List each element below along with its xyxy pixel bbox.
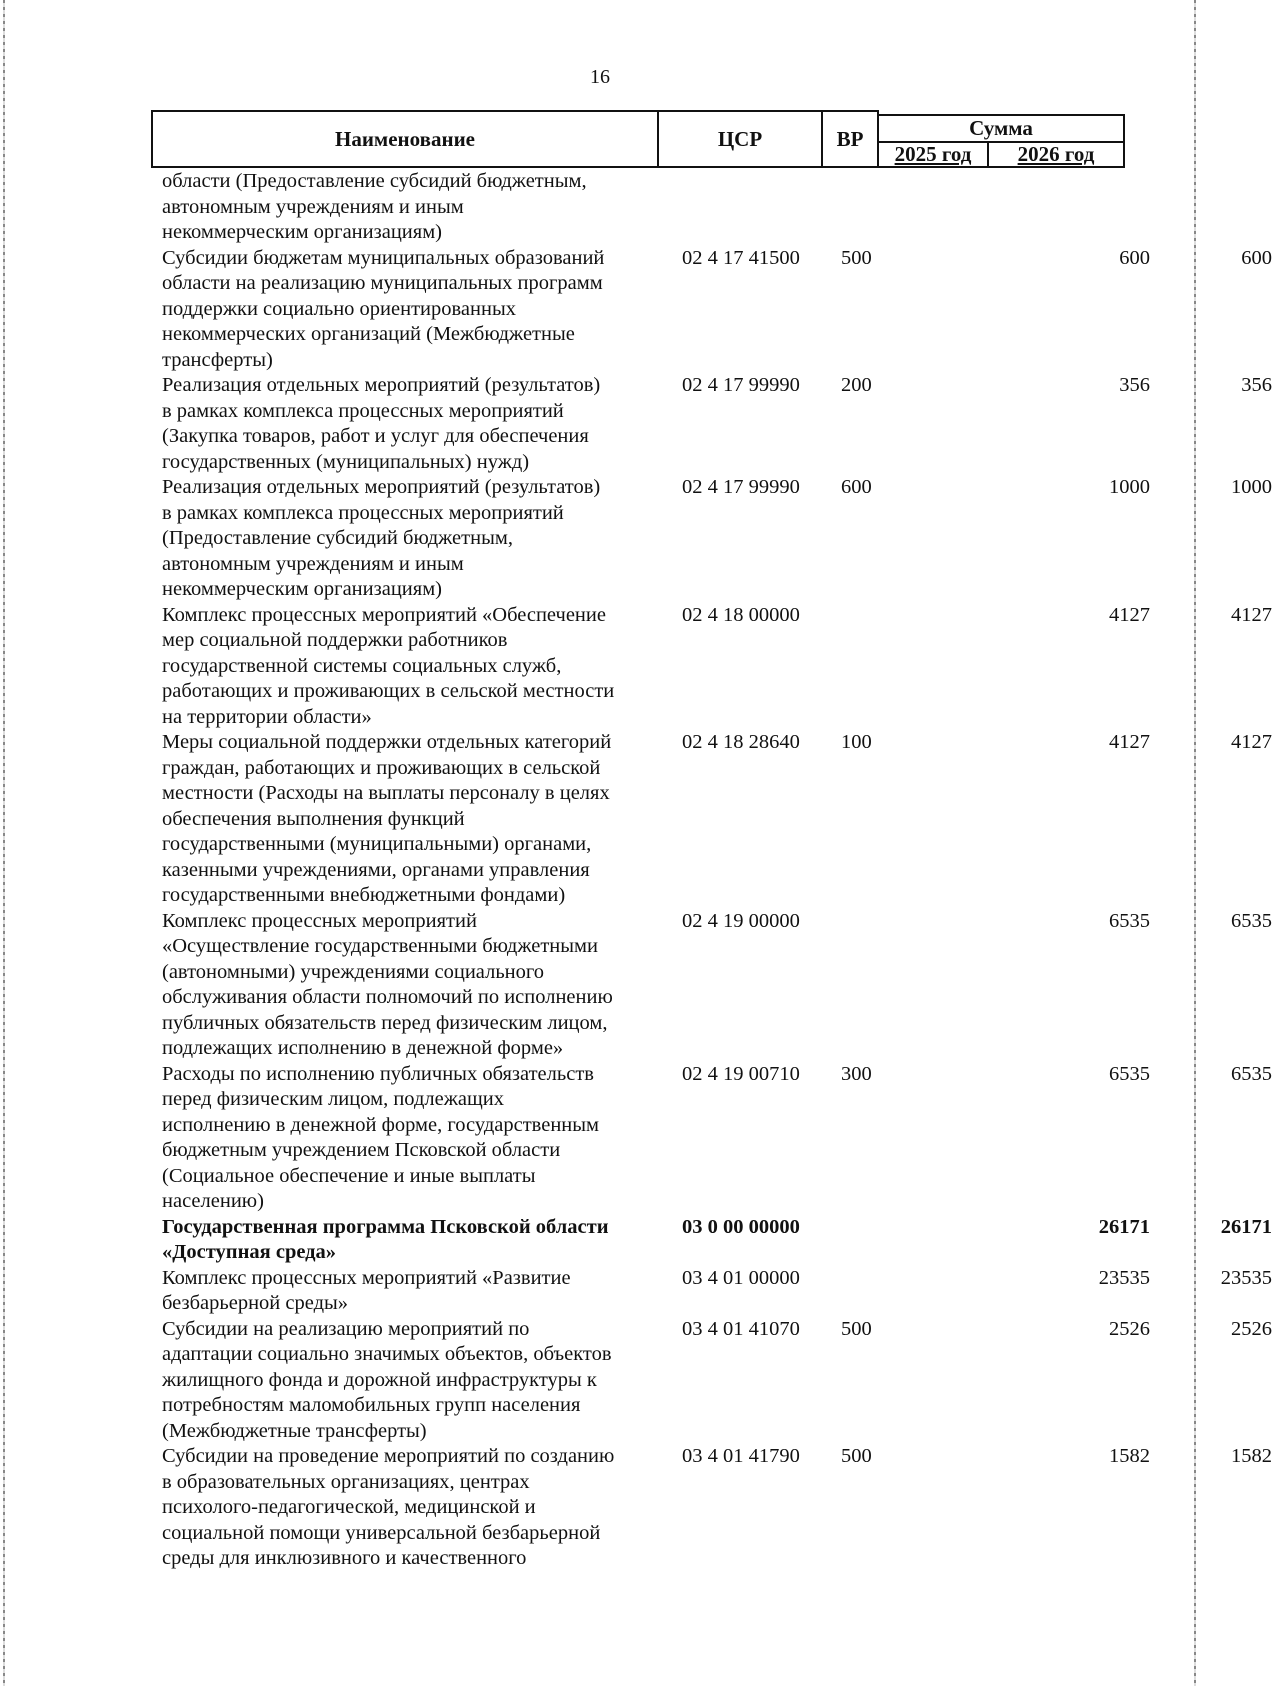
row-name-line: на территории области»	[162, 705, 372, 728]
row-name-line: Субсидии бюджетам муниципальных образований	[162, 246, 605, 269]
row-name-line: (Межбюджетные трансферты)	[162, 1419, 427, 1442]
row-name-line: Реализация отдельных мероприятий (результатов)	[162, 374, 601, 396]
row-name-line: Комплекс процессных мероприятий «Развитие	[162, 1266, 571, 1289]
row-name-line: государственной системы социальных служб,	[162, 654, 562, 677]
header-year-2026: 2026 год	[987, 141, 1125, 168]
row-sum-2026: 4127	[1231, 603, 1272, 626]
row-name-line: Расходы по исполнению публичных обязательств	[162, 1062, 594, 1085]
row-name-line: жилищного фонда и дорожной инфраструктуры к	[162, 1368, 597, 1391]
row-name-line: (Закупка товаров, работ и услуг для обеспечения	[162, 425, 589, 447]
row-vr: 500	[841, 1317, 872, 1340]
table-row	[162, 169, 1122, 246]
row-sum-2025: 26171	[1098, 1215, 1150, 1238]
scan-edge-left	[3, 0, 5, 1686]
table-row	[162, 1444, 1272, 1572]
row-name-line: подлежащих исполнению в денежной форме»	[162, 1037, 564, 1059]
header-year-2025: 2025 год	[877, 141, 989, 168]
row-csr: 02 4 18 00000	[682, 603, 800, 626]
row-name-line: Субсидии на реализацию мероприятий по	[162, 1317, 530, 1340]
row-csr: 03 4 01 41070	[682, 1317, 800, 1340]
row-csr: 02 4 19 00710	[682, 1062, 800, 1085]
row-sum-2026: 2526	[1231, 1317, 1272, 1340]
row-sum-2025: 1582	[1109, 1445, 1150, 1467]
row-sum-2026: 1582	[1231, 1445, 1272, 1467]
row-vr: 200	[841, 374, 872, 396]
row-name-line: Комплекс процессных мероприятий	[162, 909, 477, 932]
row-name-line: области (Предоставление субсидий бюджетным,	[162, 170, 587, 192]
row-name-line: среды для инклюзивного и качественного	[162, 1547, 527, 1569]
row-name-line: в рамках комплекса процессных мероприятий	[162, 501, 564, 524]
table-row	[162, 603, 1272, 731]
row-sum-2026: 4127	[1231, 731, 1272, 753]
table-row	[162, 1266, 1272, 1317]
row-name	[162, 1062, 652, 1215]
table-row	[162, 909, 1272, 1062]
row-name-line: потребностям маломобильных групп населения	[162, 1394, 581, 1416]
row-name-line: некоммерческих организаций (Межбюджетные	[162, 323, 575, 345]
table-row	[162, 1215, 1272, 1266]
row-name-line: безбарьерной среды»	[162, 1292, 349, 1314]
row-sum-2025: 4127	[1109, 731, 1150, 753]
row-name-line: граждан, работающих и проживающих в сельской	[162, 756, 601, 779]
row-name	[162, 169, 652, 246]
row-csr: 02 4 17 41500	[682, 246, 800, 269]
row-vr: 500	[841, 1445, 872, 1467]
row-sum-2026: 600	[1241, 246, 1272, 269]
row-vr: 500	[841, 246, 872, 269]
row-name-line: поддержки социально ориентированных	[162, 297, 516, 320]
table-body	[162, 169, 1272, 1572]
row-name-line: мер социальной поддержки работников	[162, 629, 508, 651]
row-name-line: трансферты)	[162, 348, 273, 371]
row-name-line: автономным учреждениям и иным	[162, 195, 464, 218]
row-name	[162, 1317, 652, 1445]
row-sum-2025: 2526	[1109, 1317, 1150, 1340]
row-name-line: Субсидии на проведение мероприятий по созданию	[162, 1445, 615, 1467]
row-name-line: местности (Расходы на выплаты персоналу в целях	[162, 782, 610, 804]
row-sum-2025: 6535	[1109, 1062, 1150, 1085]
row-vr: 600	[841, 476, 872, 498]
row-sum-2025: 23535	[1098, 1266, 1150, 1289]
row-name-line: социальной помощи универсальной безбарьерной	[162, 1521, 601, 1544]
row-name-line: Государственная программа Псковской области	[162, 1215, 609, 1238]
row-vr: 300	[841, 1062, 872, 1085]
row-csr: 02 4 17 99990	[682, 374, 800, 396]
table-row	[162, 373, 1272, 475]
row-sum-2026: 356	[1241, 374, 1272, 396]
row-name-line: обслуживания области полномочий по исполнению	[162, 986, 613, 1008]
row-csr: 02 4 18 28640	[682, 731, 800, 753]
row-name	[162, 246, 652, 374]
row-sum-2026: 23535	[1220, 1266, 1272, 1289]
row-name-line: (автономными) учреждениями социального	[162, 960, 545, 983]
table-header	[151, 110, 1125, 168]
row-sum-2026: 26171	[1220, 1215, 1272, 1238]
table-row	[162, 246, 1272, 374]
header-sum: Сумма	[877, 114, 1125, 143]
row-name-line: в образовательных организациях, центрах	[162, 1470, 530, 1493]
row-name-line: некоммерческим организациям)	[162, 221, 442, 243]
row-name	[162, 475, 652, 603]
row-name-line: населению)	[162, 1190, 264, 1212]
row-name-line: Комплекс процессных мероприятий «Обеспечение	[162, 603, 606, 626]
row-csr: 03 4 01 41790	[682, 1445, 800, 1467]
row-name-line: некоммерческим организациям)	[162, 578, 442, 600]
row-name	[162, 1266, 652, 1317]
row-name-line: Реализация отдельных мероприятий (результатов)	[162, 476, 601, 498]
row-name-line: обеспечения выполнения функций	[162, 807, 465, 830]
row-name-line: (Предоставление субсидий бюджетным,	[162, 527, 513, 549]
header-csr: ЦСР	[657, 110, 823, 168]
row-name-line: перед физическим лицом, подлежащих	[162, 1088, 504, 1110]
row-csr: 02 4 19 00000	[682, 909, 800, 932]
header-vr: ВР	[821, 110, 879, 168]
row-name	[162, 730, 652, 909]
row-name-line: автономным учреждениям и иным	[162, 552, 464, 575]
row-vr: 100	[841, 731, 872, 753]
row-name-line: государственных (муниципальных) нужд)	[162, 450, 530, 473]
row-csr: 03 0 00 00000	[682, 1215, 800, 1238]
row-name	[162, 373, 652, 475]
row-name-line: исполнению в денежной форме, государственным	[162, 1113, 600, 1136]
row-name-line: публичных обязательств перед физическим лицом,	[162, 1011, 608, 1034]
row-sum-2025: 1000	[1109, 476, 1150, 498]
row-name	[162, 603, 652, 731]
row-name	[162, 909, 652, 1062]
row-name-line: государственными внебюджетными фондами)	[162, 884, 566, 906]
row-name-line: Меры социальной поддержки отдельных категорий	[162, 731, 612, 753]
row-csr: 03 4 01 00000	[682, 1266, 800, 1289]
row-sum-2026: 6535	[1231, 909, 1272, 932]
row-name-line: адаптации социально значимых объектов, объектов	[162, 1343, 612, 1365]
row-name-line: казенными учреждениями, органами управления	[162, 858, 590, 881]
row-name-line: «Осуществление государственными бюджетными	[162, 935, 598, 957]
table-row	[162, 1317, 1272, 1445]
row-name-line: психолого-педагогической, медицинской и	[162, 1496, 536, 1518]
table-row	[162, 1062, 1272, 1215]
page-number: 16	[590, 66, 610, 88]
row-name-line: бюджетным учреждением Псковской области	[162, 1139, 561, 1161]
row-sum-2025: 600	[1119, 246, 1150, 269]
row-sum-2026: 6535	[1231, 1062, 1272, 1085]
row-name	[162, 1444, 652, 1572]
header-name: Наименование	[151, 110, 659, 168]
table-row	[162, 730, 1272, 909]
row-name-line: (Социальное обеспечение и иные выплаты	[162, 1164, 536, 1187]
row-sum-2025: 6535	[1109, 909, 1150, 932]
row-csr: 02 4 17 99990	[682, 476, 800, 498]
row-name-line: в рамках комплекса процессных мероприятий	[162, 399, 564, 422]
row-sum-2025: 4127	[1109, 603, 1150, 626]
row-name-line: государственными (муниципальными) органами,	[162, 833, 592, 855]
row-name-line: «Доступная среда»	[162, 1241, 337, 1263]
row-sum-2025: 356	[1119, 374, 1150, 396]
row-name-line: работающих и проживающих в сельской местности	[162, 680, 615, 702]
row-name	[162, 1215, 652, 1266]
row-name-line: области на реализацию муниципальных программ	[162, 272, 603, 294]
row-sum-2026: 1000	[1231, 476, 1272, 498]
table-row	[162, 475, 1272, 603]
